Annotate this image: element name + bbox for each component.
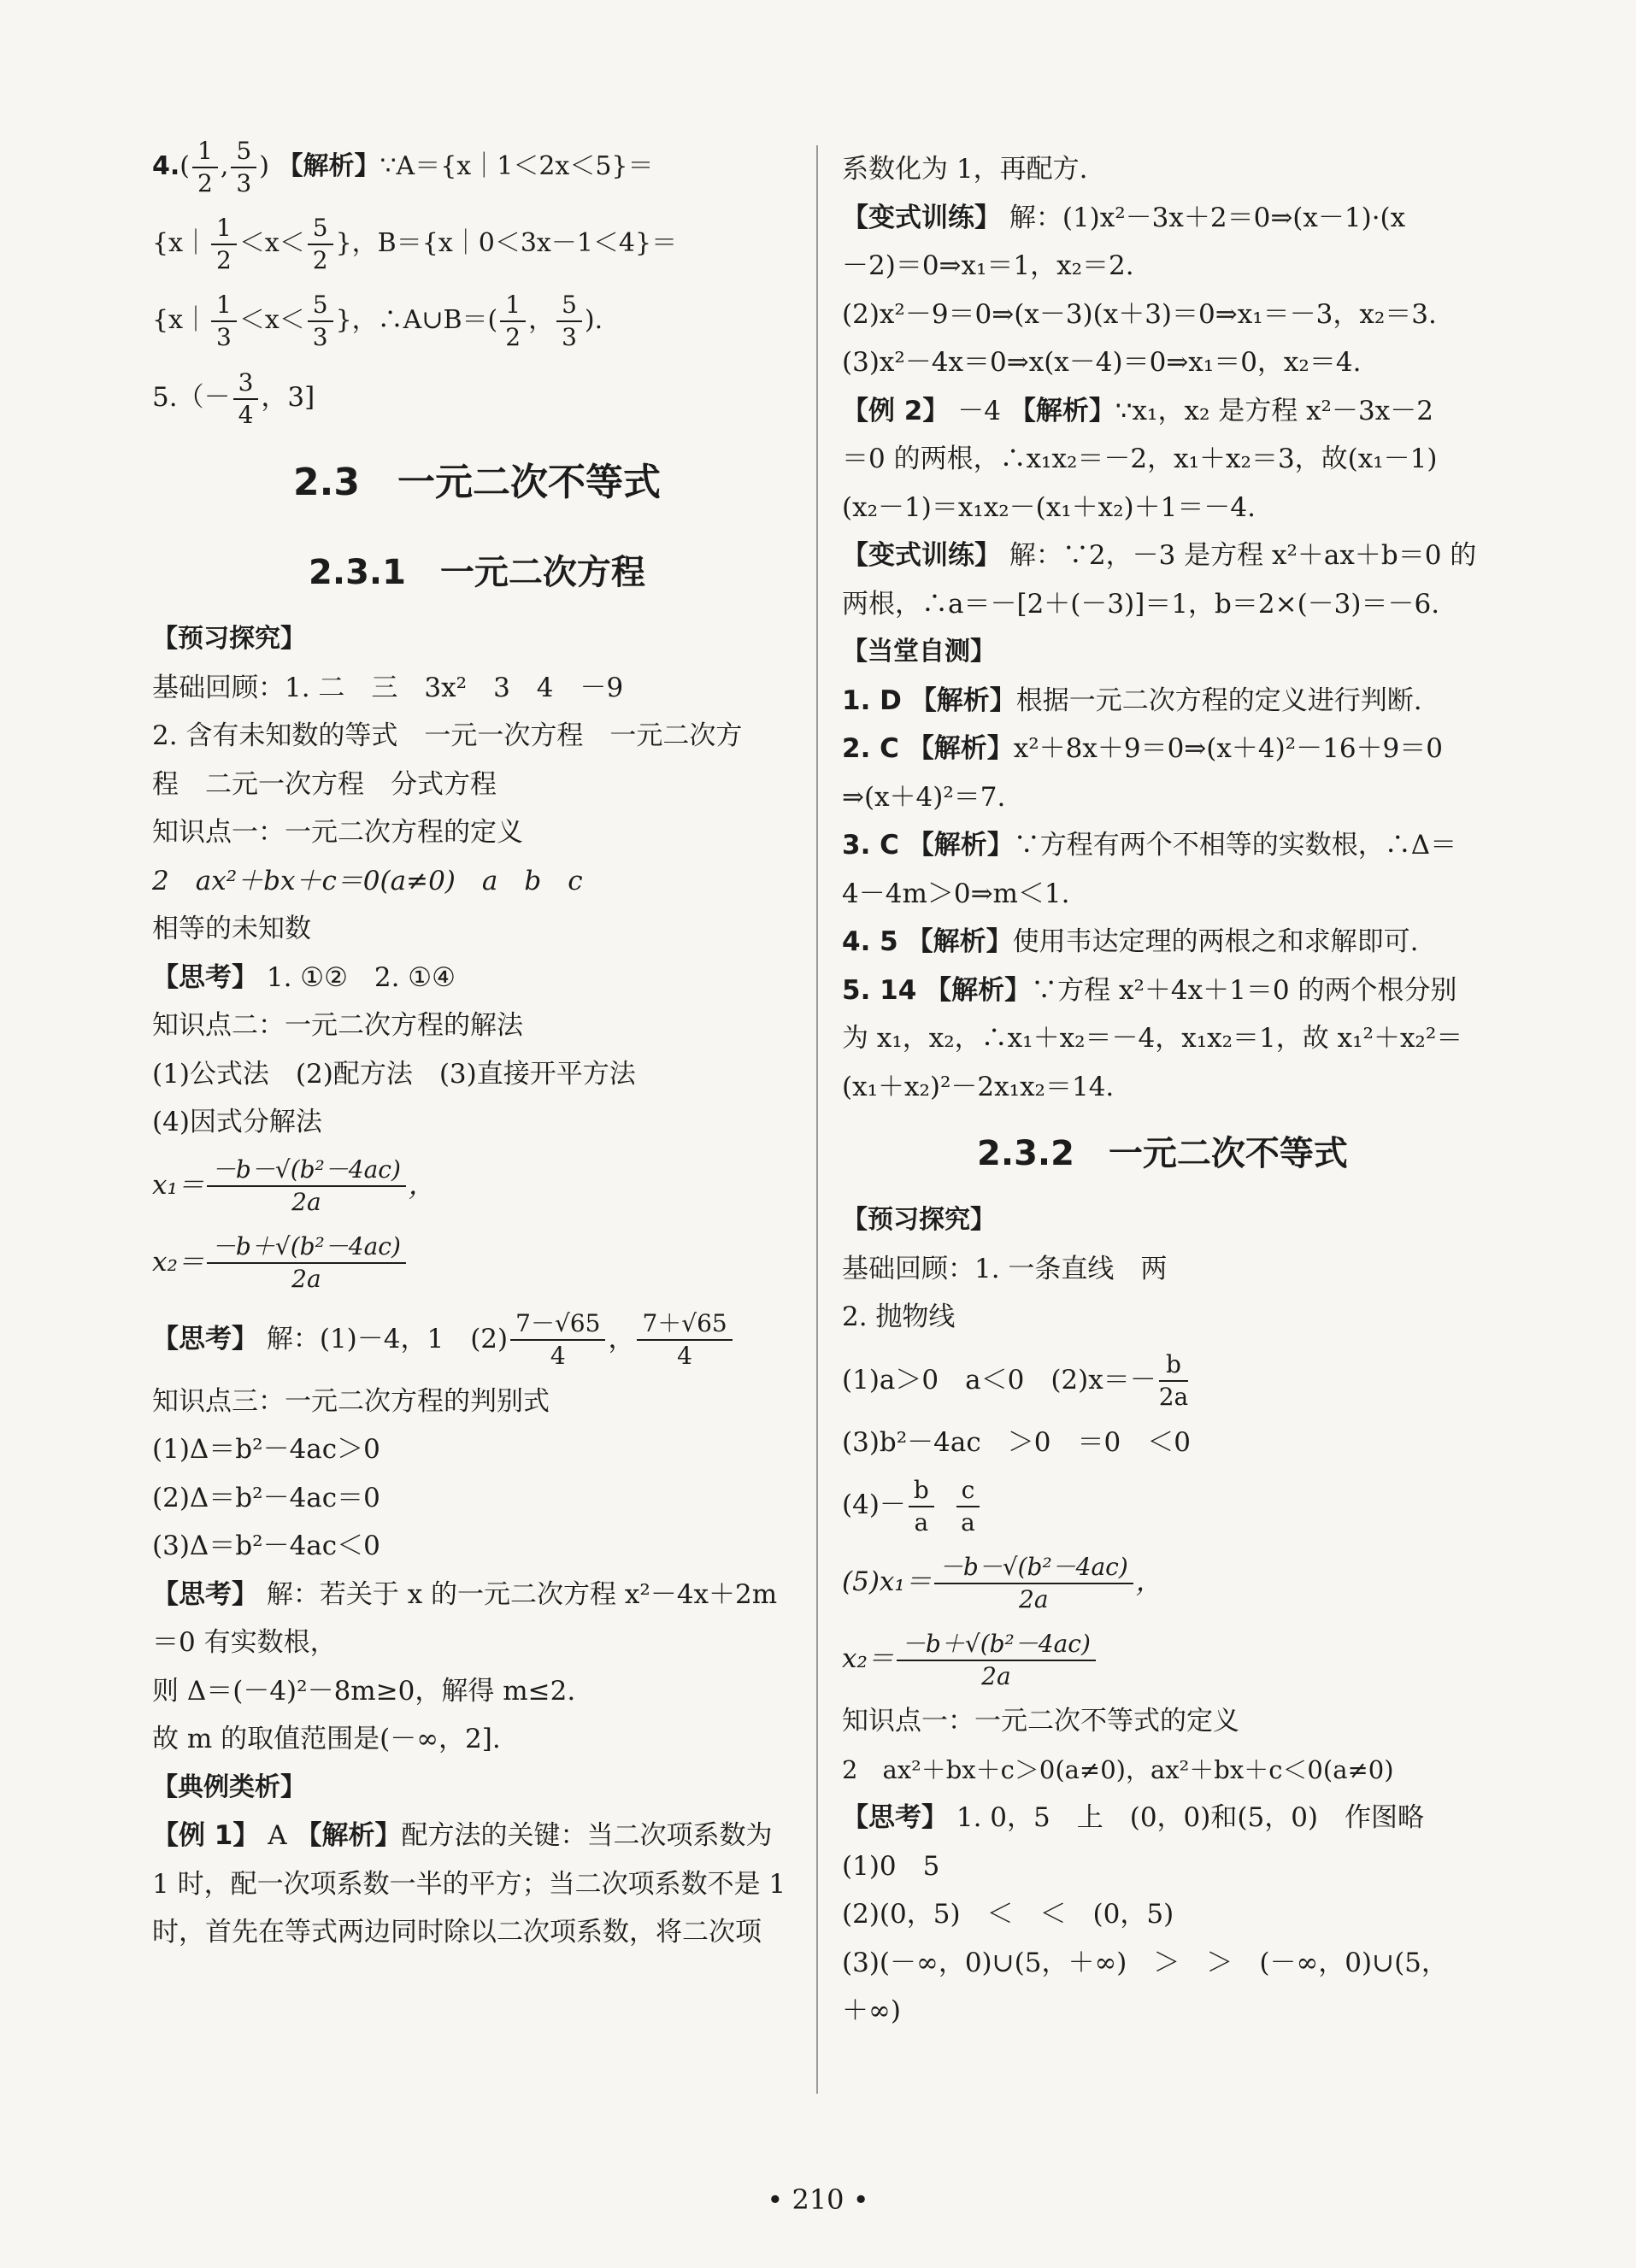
text-line: ⇒(x＋4)²＝7. (842, 781, 1006, 813)
answer-4-line-2: {x｜ $\frac{1}{2}$ ＜x＜ $\frac{5}{2}$ }，B＝{x｜0＜3x－1＜4}＝ (152, 214, 678, 274)
text-line: (1)Δ＝b²－4ac＞0 (152, 1434, 380, 1465)
answer-5: 5.（－ $\frac{3}{4}$ ，3] (152, 367, 315, 429)
formula-line: (4)－ $\frac{b}{a}$ $\frac{c}{a}$ (842, 1466, 1483, 1543)
page-number: • 210 • (767, 2183, 869, 2216)
test-5: 5. 14 【解析】∵方程 x²＋4x＋1＝0 的两个根分别 (842, 974, 1457, 1006)
text-line: 2 ax²＋bx＋c＝0(a≠0) a b c (152, 865, 583, 896)
example-2: 【例 2】 －4 【解析】∵x₁，x₂ 是方程 x²－3x－2 (842, 395, 1433, 426)
text-line: 系数化为 1，再配方. (842, 154, 1088, 185)
text-line: 故 m 的取值范围是(－∞，2]. (152, 1724, 501, 1754)
text-line: 知识点一：一元二次方程的定义 (152, 817, 523, 848)
text-line: (1)0 5 (842, 1850, 940, 1882)
text-line: (2)x²－9＝0⇒(x－3)(x＋3)＝0⇒x₁＝－3，x₂＝3. (842, 298, 1437, 330)
test-2: 2. C 【解析】x²＋8x＋9＝0⇒(x＋4)²－16＋9＝0 (842, 733, 1444, 764)
variant-training-2: 【变式训练】 解：∵2，－3 是方程 x²＋ax＋b＝0 的 (842, 540, 1477, 571)
text-line: 为 x₁，x₂，∴x₁＋x₂＝－4，x₁x₂＝1，故 x₁²＋x₂²＝ (842, 1023, 1463, 1054)
formula-x2: x₂＝ $\frac{\text{－b＋√(b²－4ac)}}{2a}$ (152, 1224, 802, 1301)
left-column (152, 128, 802, 1957)
text-line: 知识点二：一元二次方程的解法 (152, 1010, 523, 1041)
text-line: 相等的未知数 (152, 914, 311, 944)
formula-x2-right: x₂＝ $\frac{\text{－b＋√(b²－4ac)}}{2a}$ (842, 1620, 1483, 1697)
heading-preview-2: 【预习探究】 (842, 1205, 996, 1235)
formula-line: (1)a＞0 a＜0 (2)x＝－ $\frac{b}{2a}$ (842, 1350, 1189, 1411)
text-line: 基础回顾：1. 一条直线 两 (842, 1253, 1168, 1284)
text-line: 2. 抛物线 (842, 1301, 956, 1332)
text-line: 两根，∴a＝－[2＋(－3)]＝1，b＝2×(－3)＝－6. (842, 588, 1440, 620)
text-line: 2. 含有未知数的等式 一元一次方程 一元二次方 (152, 720, 743, 751)
formula-x1-right: (5)x₁＝ $\frac{\text{－b－√(b²－4ac)}}{2a}$ ， (842, 1552, 1162, 1613)
text-line: (2)(0，5) ＜ ＜ (0，5) (842, 1899, 1174, 1930)
text-line: (x₁＋x₂)²－2x₁x₂＝14. (842, 1071, 1115, 1102)
text-line: ＋∞) (842, 1995, 901, 2026)
text-line: 知识点三：一元二次方程的判别式 (152, 1385, 550, 1417)
text-line: 程 二元一次方程 分式方程 (152, 768, 497, 800)
text-line: ＝0 的两根，∴x₁x₂＝－2，x₁＋x₂＝3，故(x₁－1) (842, 444, 1438, 474)
right-column (842, 128, 1483, 2036)
text-line: (x₂－1)＝x₁x₂－(x₁＋x₂)＋1＝－4. (842, 491, 1256, 523)
column-divider (816, 145, 818, 2094)
test-4: 4. 5 【解析】使用韦达定理的两根之和求解即可. (842, 926, 1419, 957)
think-line: 【思考】 1. ①② 2. ①④ (152, 961, 456, 993)
think-line-right: 【思考】 1. 0，5 上 (0，0)和(5，0) 作图略 (842, 1802, 1425, 1833)
heading-self-test: 【当堂自测】 (842, 637, 996, 667)
text-line: (3)(－∞，0)∪(5，＋∞) ＞ ＞ (－∞，0)∪(5， (842, 1947, 1448, 1978)
text-line: (3)b²－4ac ＞0 ＝0 ＜0 (842, 1426, 1191, 1458)
test-3: 3. C 【解析】∵方程有两个不相等的实数根，∴Δ＝ (842, 830, 1457, 861)
text-line: 4－4m＞0⇒m＜1. (842, 878, 1070, 909)
heading-examples: 【典例类析】 (152, 1772, 306, 1802)
formula-x1: x₁＝ $\frac{\text{－b－√(b²－4ac)}}{2a}$ ， (152, 1155, 435, 1216)
text-line: (3)Δ＝b²－4ac＜0 (152, 1531, 380, 1561)
text-line: (1)公式法 (2)配方法 (3)直接开平方法 (152, 1058, 636, 1090)
text-line: 1 时，配一次项系数一半的平方；当二次项系数不是 1 (152, 1868, 786, 1900)
text-line: 基础回顾：1. 二 三 3x² 3 4 －9 (152, 672, 624, 703)
text-line: ＝0 有实数根， (152, 1627, 337, 1658)
text-line: (3)x²－4x＝0⇒x(x－4)＝0⇒x₁＝0，x₂＝4. (842, 347, 1362, 378)
section-title-2-3: 2.3 一元二次不等式 (293, 461, 661, 504)
heading-preview: 【预习探究】 (152, 624, 306, 654)
text-line: 则 Δ＝(－4)²－8m≥0，解得 m≤2. (152, 1675, 576, 1707)
text-line: 知识点一：一元二次不等式的定义 (842, 1706, 1239, 1736)
text-line: (2)Δ＝b²－4ac＝0 (152, 1482, 380, 1513)
text-line: 2 ax²＋bx＋c＞0(a≠0)，ax²＋bx＋c＜0(a≠0) (842, 1754, 1394, 1784)
think-line-2: 【思考】 解：(1)－4，1 (2) $\frac{7-√65}{4}$ ， $\frac{7+√65}{4}$ (152, 1301, 802, 1378)
test-1: 1. D 【解析】根据一元二次方程的定义进行判断. (842, 685, 1422, 716)
text-line: 时，首先在等式两边同时除以二次项系数，将二次项 (152, 1917, 762, 1948)
text-line: －2)＝0⇒x₁＝1，x₂＝2. (842, 250, 1134, 281)
subsection-title-2-3-2: 2.3.2 一元二次不等式 (977, 1134, 1348, 1173)
answer-4-line-3: {x｜ $\frac{1}{3}$ ＜x＜ $\frac{5}{3}$ }，∴A∪B＝( $\frac{1}{2}$ ， $\frac{5}{3}$ ). (152, 291, 603, 351)
example-1: 【例 1】 A 【解析】配方法的关键：当二次项系数为 (152, 1820, 773, 1851)
subsection-title-2-3-1: 2.3.1 一元二次方程 (309, 553, 645, 592)
variant-training-1: 【变式训练】 解：(1)x²－3x＋2＝0⇒(x－1)·(x (842, 202, 1406, 233)
think-line-3: 【思考】 解：若关于 x 的一元二次方程 x²－4x＋2m (152, 1578, 778, 1610)
text-line: (4)因式分解法 (152, 1107, 322, 1137)
answer-4: 4.( $\frac{1}{2}$ , $\frac{5}{3}$ ) 【解析】∵A＝{x｜1＜2x＜5}＝ (152, 137, 654, 197)
